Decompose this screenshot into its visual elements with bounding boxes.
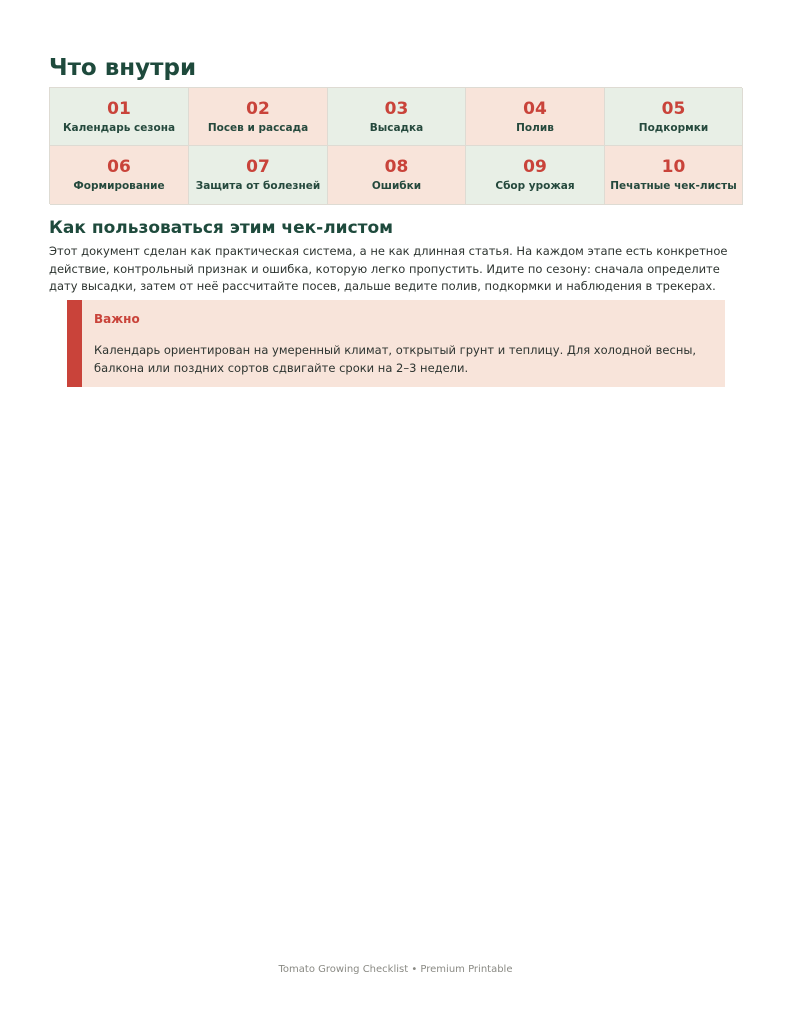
- callout-title: Важно: [94, 312, 140, 326]
- toc-item-number: 09: [523, 157, 547, 177]
- callout-text: Календарь ориентирован на умеренный климат, открытый грунт и теплицу. Для холодной весны, балкона или поздних сортов сдвигайте сроки на 2–3 недели.: [94, 343, 697, 375]
- toc-item: [328, 88, 466, 146]
- toc-item-label: Защита от болезней: [195, 180, 321, 192]
- toc-item-number: 03: [384, 99, 409, 119]
- toc-item-number: 10: [661, 157, 686, 177]
- toc-item: [328, 146, 466, 205]
- toc-item-number: 06: [107, 157, 131, 177]
- toc-item: [189, 88, 328, 146]
- toc-item: [50, 146, 189, 205]
- section-heading: Как пользоваться этим чек-листом: [49, 218, 394, 238]
- toc-item-label: Высадка: [369, 122, 424, 134]
- toc-item-label: Календарь сезона: [62, 122, 176, 134]
- intro-paragraph: Этот документ сделан как практическая система, а не как длинная статья. На каждом этапе есть конкретное действие, контрольный признак и ошибка, которую легко пропустить. Идите по сезону: сначала определите дату высадки, затем от неё рассчитайте посев, дальше ведите полив, подкормки и наблюдения в трекерах.: [49, 244, 728, 293]
- toc-item: [466, 88, 605, 146]
- contents-grid: [49, 87, 742, 204]
- toc-item: [189, 146, 328, 205]
- toc-item: [605, 88, 743, 146]
- page-footer: Tomato Growing Checklist • Premium Printable: [278, 964, 513, 975]
- toc-item-number: 04: [523, 99, 547, 119]
- toc-item-number: 05: [661, 99, 686, 119]
- toc-item-label: Печатные чек-листы: [610, 180, 737, 192]
- toc-item-label: Сбор урожая: [495, 180, 575, 192]
- toc-item-number: 01: [107, 99, 131, 119]
- toc-item-label: Ошибки: [371, 180, 422, 192]
- toc-item: [50, 88, 189, 146]
- toc-item-number: 07: [246, 157, 270, 177]
- toc-item: [466, 146, 605, 205]
- toc-item-number: 02: [246, 99, 270, 119]
- toc-item-label: Формирование: [73, 180, 165, 192]
- important-callout: [67, 300, 725, 387]
- toc-item-number: 08: [384, 157, 409, 177]
- toc-item-label: Подкормки: [638, 122, 709, 134]
- toc-item-label: Посев и рассада: [207, 122, 309, 134]
- toc-item: [605, 146, 743, 205]
- toc-item-label: Полив: [516, 122, 554, 134]
- page-title: Что внутри: [49, 55, 197, 81]
